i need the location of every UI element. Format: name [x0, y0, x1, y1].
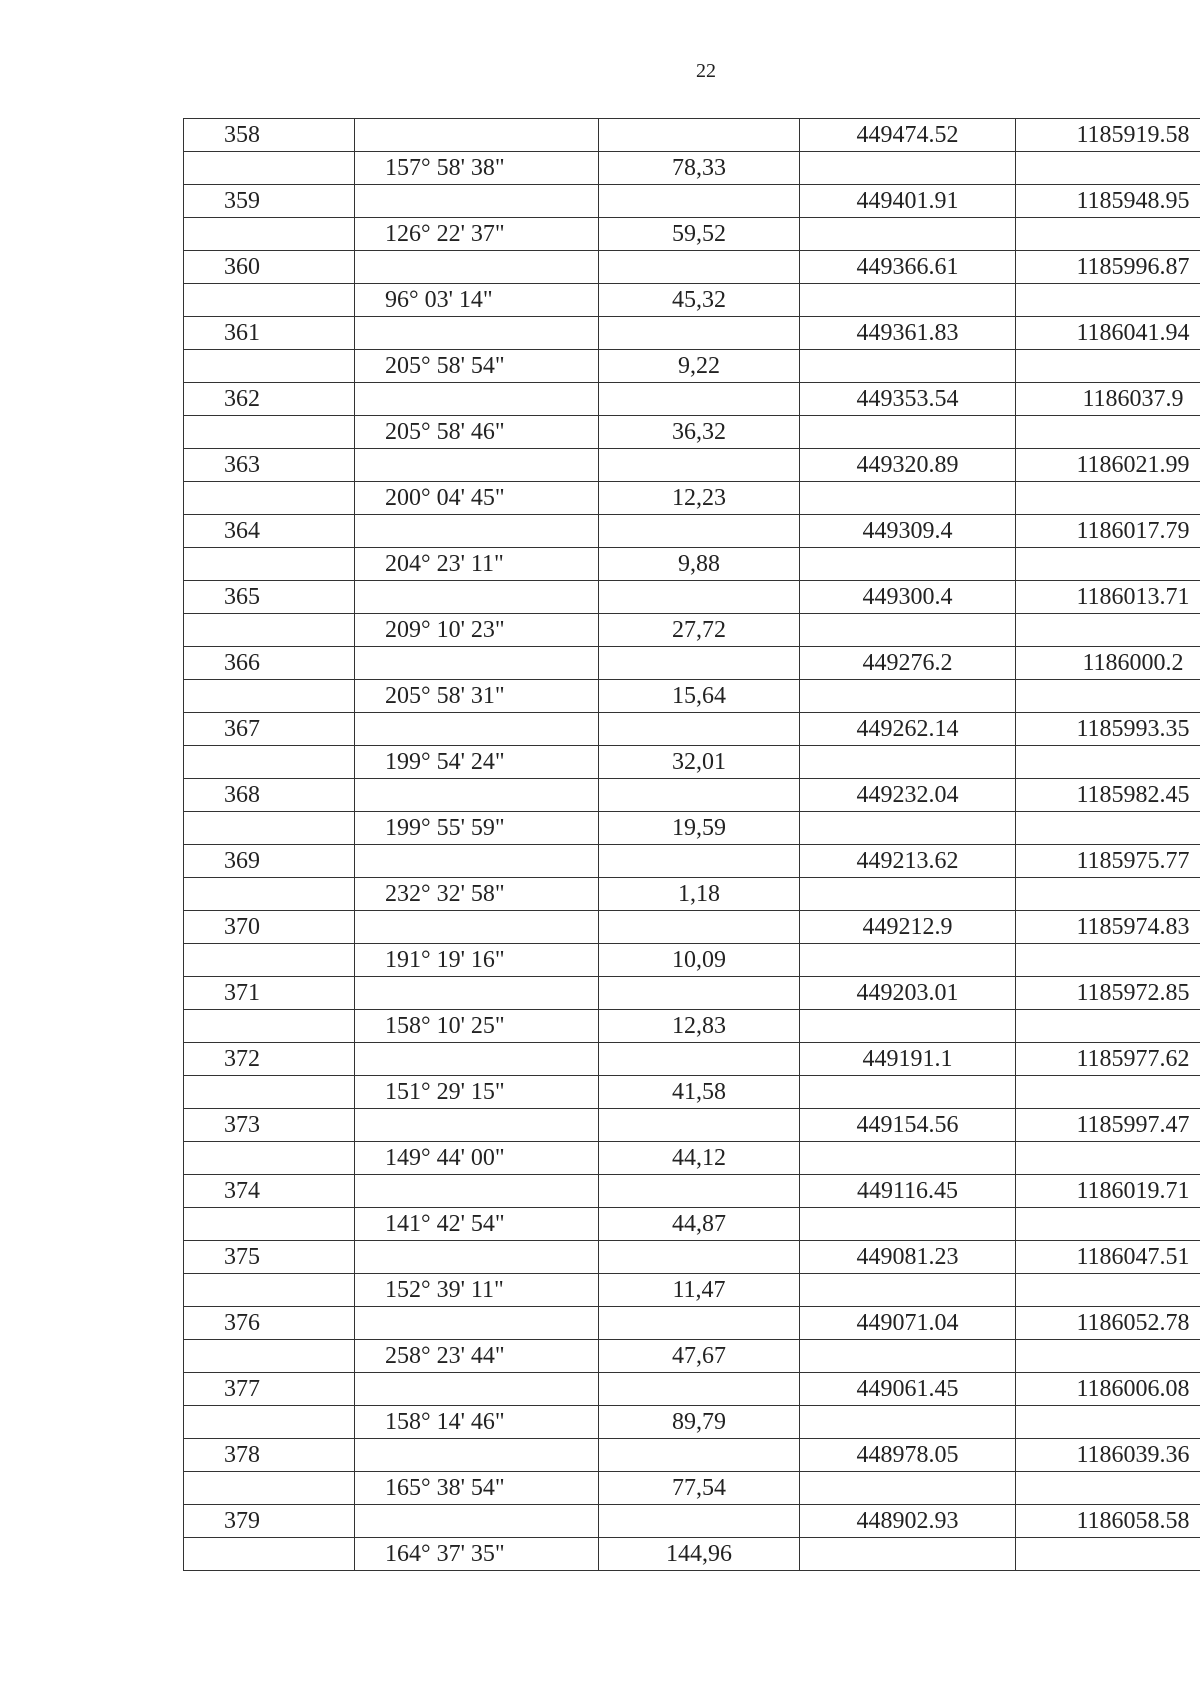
point-row	[184, 845, 1200, 878]
y-coordinate: 1185977.62	[1016, 1043, 1200, 1076]
empty-cell	[800, 152, 1016, 185]
y-coordinate: 1186039.36	[1016, 1439, 1200, 1472]
empty-cell	[355, 449, 599, 482]
empty-cell	[184, 416, 355, 449]
direction-angle: 149° 44' 00"	[355, 1142, 599, 1175]
empty-cell	[599, 1505, 800, 1538]
direction-angle: 204° 23' 11"	[355, 548, 599, 581]
empty-cell	[184, 1208, 355, 1241]
direction-angle: 232° 32' 58"	[355, 878, 599, 911]
empty-cell	[184, 812, 355, 845]
segment-length: 27,72	[599, 614, 800, 647]
point-number: 373	[184, 1109, 355, 1142]
segment-length: 89,79	[599, 1406, 800, 1439]
empty-cell	[599, 383, 800, 416]
direction-angle: 96° 03' 14"	[355, 284, 599, 317]
segment-length: 9,88	[599, 548, 800, 581]
empty-cell	[599, 1109, 800, 1142]
segment-row	[184, 1076, 1200, 1109]
x-coordinate: 449353.54	[800, 383, 1016, 416]
segment-row	[184, 1274, 1200, 1307]
empty-cell	[599, 713, 800, 746]
point-number: 364	[184, 515, 355, 548]
segment-row	[184, 218, 1200, 251]
empty-cell	[355, 251, 599, 284]
empty-cell	[599, 977, 800, 1010]
direction-angle: 152° 39' 11"	[355, 1274, 599, 1307]
empty-cell	[355, 581, 599, 614]
direction-angle: 258° 23' 44"	[355, 1340, 599, 1373]
empty-cell	[355, 1373, 599, 1406]
empty-cell	[1016, 1538, 1200, 1571]
segment-row	[184, 350, 1200, 383]
x-coordinate: 449309.4	[800, 515, 1016, 548]
empty-cell	[1016, 746, 1200, 779]
y-coordinate: 1186047.51	[1016, 1241, 1200, 1274]
segment-length: 144,96	[599, 1538, 800, 1571]
empty-cell	[599, 1307, 800, 1340]
point-number: 369	[184, 845, 355, 878]
empty-cell	[800, 1340, 1016, 1373]
point-row	[184, 1109, 1200, 1142]
y-coordinate: 1186006.08	[1016, 1373, 1200, 1406]
x-coordinate: 449232.04	[800, 779, 1016, 812]
x-coordinate: 449474.52	[800, 119, 1016, 152]
point-row	[184, 383, 1200, 416]
empty-cell	[800, 1274, 1016, 1307]
empty-cell	[800, 1142, 1016, 1175]
segment-length: 36,32	[599, 416, 800, 449]
segment-length: 12,23	[599, 482, 800, 515]
direction-angle: 205° 58' 31"	[355, 680, 599, 713]
empty-cell	[1016, 218, 1200, 251]
empty-cell	[800, 614, 1016, 647]
coordinates-table-body	[184, 119, 1200, 1571]
x-coordinate: 449300.4	[800, 581, 1016, 614]
point-number: 360	[184, 251, 355, 284]
point-number: 371	[184, 977, 355, 1010]
empty-cell	[1016, 1274, 1200, 1307]
direction-angle: 158° 10' 25"	[355, 1010, 599, 1043]
empty-cell	[184, 1010, 355, 1043]
y-coordinate: 1185974.83	[1016, 911, 1200, 944]
point-number: 359	[184, 185, 355, 218]
segment-row	[184, 614, 1200, 647]
empty-cell	[184, 746, 355, 779]
empty-cell	[800, 350, 1016, 383]
empty-cell	[355, 1241, 599, 1274]
direction-angle: 164° 37' 35"	[355, 1538, 599, 1571]
point-row	[184, 1505, 1200, 1538]
point-row	[184, 449, 1200, 482]
empty-cell	[1016, 878, 1200, 911]
empty-cell	[800, 812, 1016, 845]
x-coordinate: 449191.1	[800, 1043, 1016, 1076]
empty-cell	[1016, 812, 1200, 845]
segment-row	[184, 1538, 1200, 1571]
empty-cell	[1016, 614, 1200, 647]
point-number: 368	[184, 779, 355, 812]
segment-length: 47,67	[599, 1340, 800, 1373]
empty-cell	[800, 416, 1016, 449]
point-number: 363	[184, 449, 355, 482]
empty-cell	[184, 1538, 355, 1571]
empty-cell	[355, 185, 599, 218]
point-row	[184, 911, 1200, 944]
segment-length: 59,52	[599, 218, 800, 251]
empty-cell	[800, 1472, 1016, 1505]
empty-cell	[184, 548, 355, 581]
direction-angle: 126° 22' 37"	[355, 218, 599, 251]
empty-cell	[184, 284, 355, 317]
y-coordinate: 1185996.87	[1016, 251, 1200, 284]
empty-cell	[800, 548, 1016, 581]
empty-cell	[355, 1439, 599, 1472]
empty-cell	[1016, 1340, 1200, 1373]
x-coordinate: 449081.23	[800, 1241, 1016, 1274]
point-row	[184, 1307, 1200, 1340]
point-number: 374	[184, 1175, 355, 1208]
empty-cell	[599, 251, 800, 284]
direction-angle: 191° 19' 16"	[355, 944, 599, 977]
segment-length: 41,58	[599, 1076, 800, 1109]
empty-cell	[1016, 482, 1200, 515]
segment-row	[184, 944, 1200, 977]
segment-length: 44,87	[599, 1208, 800, 1241]
empty-cell	[1016, 548, 1200, 581]
empty-cell	[800, 482, 1016, 515]
point-row	[184, 119, 1200, 152]
empty-cell	[355, 119, 599, 152]
point-number: 377	[184, 1373, 355, 1406]
empty-cell	[599, 911, 800, 944]
segment-row	[184, 152, 1200, 185]
segment-length: 44,12	[599, 1142, 800, 1175]
empty-cell	[599, 317, 800, 350]
empty-cell	[599, 1175, 800, 1208]
empty-cell	[355, 1109, 599, 1142]
y-coordinate: 1186037.9	[1016, 383, 1200, 416]
point-row	[184, 1439, 1200, 1472]
empty-cell	[800, 878, 1016, 911]
point-row	[184, 317, 1200, 350]
empty-cell	[800, 1538, 1016, 1571]
y-coordinate: 1185919.58	[1016, 119, 1200, 152]
empty-cell	[184, 218, 355, 251]
empty-cell	[1016, 350, 1200, 383]
segment-length: 78,33	[599, 152, 800, 185]
segment-length: 10,09	[599, 944, 800, 977]
empty-cell	[184, 1406, 355, 1439]
segment-row	[184, 1208, 1200, 1241]
empty-cell	[355, 647, 599, 680]
segment-length: 12,83	[599, 1010, 800, 1043]
x-coordinate: 449061.45	[800, 1373, 1016, 1406]
segment-length: 1,18	[599, 878, 800, 911]
direction-angle: 200° 04' 45"	[355, 482, 599, 515]
x-coordinate: 449366.61	[800, 251, 1016, 284]
x-coordinate: 449401.91	[800, 185, 1016, 218]
point-row	[184, 713, 1200, 746]
empty-cell	[1016, 416, 1200, 449]
segment-row	[184, 680, 1200, 713]
empty-cell	[599, 1439, 800, 1472]
page-number: 22	[696, 60, 716, 82]
segment-row	[184, 482, 1200, 515]
empty-cell	[355, 713, 599, 746]
point-number: 365	[184, 581, 355, 614]
segment-length: 32,01	[599, 746, 800, 779]
empty-cell	[599, 581, 800, 614]
empty-cell	[184, 482, 355, 515]
direction-angle: 158° 14' 46"	[355, 1406, 599, 1439]
segment-row	[184, 1010, 1200, 1043]
direction-angle: 157° 58' 38"	[355, 152, 599, 185]
segment-row	[184, 1472, 1200, 1505]
y-coordinate: 1185993.35	[1016, 713, 1200, 746]
point-number: 378	[184, 1439, 355, 1472]
point-number: 361	[184, 317, 355, 350]
empty-cell	[184, 1340, 355, 1373]
point-number: 366	[184, 647, 355, 680]
x-coordinate: 449320.89	[800, 449, 1016, 482]
empty-cell	[1016, 1208, 1200, 1241]
segment-length: 19,59	[599, 812, 800, 845]
empty-cell	[800, 746, 1016, 779]
empty-cell	[355, 1043, 599, 1076]
y-coordinate: 1186041.94	[1016, 317, 1200, 350]
empty-cell	[1016, 152, 1200, 185]
empty-cell	[1016, 944, 1200, 977]
segment-row	[184, 548, 1200, 581]
direction-angle: 205° 58' 46"	[355, 416, 599, 449]
y-coordinate: 1186013.71	[1016, 581, 1200, 614]
empty-cell	[355, 911, 599, 944]
y-coordinate: 1186017.79	[1016, 515, 1200, 548]
empty-cell	[184, 614, 355, 647]
x-coordinate: 448902.93	[800, 1505, 1016, 1538]
empty-cell	[355, 845, 599, 878]
empty-cell	[599, 449, 800, 482]
empty-cell	[800, 1208, 1016, 1241]
empty-cell	[599, 185, 800, 218]
direction-angle: 209° 10' 23"	[355, 614, 599, 647]
x-coordinate: 449203.01	[800, 977, 1016, 1010]
direction-angle: 199° 54' 24"	[355, 746, 599, 779]
empty-cell	[184, 680, 355, 713]
segment-row	[184, 1142, 1200, 1175]
empty-cell	[599, 119, 800, 152]
empty-cell	[800, 218, 1016, 251]
point-row	[184, 185, 1200, 218]
y-coordinate: 1185948.95	[1016, 185, 1200, 218]
empty-cell	[599, 1043, 800, 1076]
empty-cell	[184, 878, 355, 911]
x-coordinate: 449212.9	[800, 911, 1016, 944]
y-coordinate: 1185982.45	[1016, 779, 1200, 812]
direction-angle: 165° 38' 54"	[355, 1472, 599, 1505]
point-number: 372	[184, 1043, 355, 1076]
point-row	[184, 581, 1200, 614]
y-coordinate: 1186019.71	[1016, 1175, 1200, 1208]
empty-cell	[184, 350, 355, 383]
empty-cell	[1016, 680, 1200, 713]
empty-cell	[800, 284, 1016, 317]
empty-cell	[1016, 1010, 1200, 1043]
empty-cell	[184, 1142, 355, 1175]
empty-cell	[355, 317, 599, 350]
x-coordinate: 449071.04	[800, 1307, 1016, 1340]
empty-cell	[1016, 1472, 1200, 1505]
segment-row	[184, 416, 1200, 449]
point-row	[184, 515, 1200, 548]
empty-cell	[800, 1076, 1016, 1109]
empty-cell	[1016, 1142, 1200, 1175]
segment-row	[184, 1340, 1200, 1373]
empty-cell	[355, 1175, 599, 1208]
empty-cell	[599, 845, 800, 878]
y-coordinate: 1186021.99	[1016, 449, 1200, 482]
segment-row	[184, 746, 1200, 779]
empty-cell	[355, 1307, 599, 1340]
segment-length: 11,47	[599, 1274, 800, 1307]
empty-cell	[800, 680, 1016, 713]
segment-length: 15,64	[599, 680, 800, 713]
empty-cell	[184, 1076, 355, 1109]
empty-cell	[355, 515, 599, 548]
empty-cell	[184, 1472, 355, 1505]
empty-cell	[355, 383, 599, 416]
empty-cell	[184, 944, 355, 977]
empty-cell	[1016, 284, 1200, 317]
x-coordinate: 449116.45	[800, 1175, 1016, 1208]
x-coordinate: 449262.14	[800, 713, 1016, 746]
point-row	[184, 1175, 1200, 1208]
empty-cell	[599, 515, 800, 548]
point-row	[184, 977, 1200, 1010]
point-row	[184, 1373, 1200, 1406]
y-coordinate: 1186052.78	[1016, 1307, 1200, 1340]
coordinates-table	[183, 118, 1200, 1571]
empty-cell	[1016, 1076, 1200, 1109]
segment-row	[184, 1406, 1200, 1439]
x-coordinate: 449154.56	[800, 1109, 1016, 1142]
segment-row	[184, 284, 1200, 317]
point-number: 358	[184, 119, 355, 152]
point-row	[184, 251, 1200, 284]
point-number: 370	[184, 911, 355, 944]
x-coordinate: 449276.2	[800, 647, 1016, 680]
x-coordinate: 448978.05	[800, 1439, 1016, 1472]
point-number: 362	[184, 383, 355, 416]
y-coordinate: 1186000.2	[1016, 647, 1200, 680]
point-row	[184, 1241, 1200, 1274]
segment-length: 77,54	[599, 1472, 800, 1505]
segment-row	[184, 812, 1200, 845]
point-number: 376	[184, 1307, 355, 1340]
y-coordinate: 1185975.77	[1016, 845, 1200, 878]
empty-cell	[599, 779, 800, 812]
empty-cell	[184, 152, 355, 185]
empty-cell	[800, 1406, 1016, 1439]
segment-length: 9,22	[599, 350, 800, 383]
point-row	[184, 779, 1200, 812]
empty-cell	[599, 647, 800, 680]
point-number: 367	[184, 713, 355, 746]
segment-length: 45,32	[599, 284, 800, 317]
empty-cell	[355, 977, 599, 1010]
empty-cell	[800, 944, 1016, 977]
x-coordinate: 449213.62	[800, 845, 1016, 878]
segment-row	[184, 878, 1200, 911]
point-number: 375	[184, 1241, 355, 1274]
x-coordinate: 449361.83	[800, 317, 1016, 350]
direction-angle: 151° 29' 15"	[355, 1076, 599, 1109]
empty-cell	[355, 1505, 599, 1538]
empty-cell	[184, 1274, 355, 1307]
direction-angle: 141° 42' 54"	[355, 1208, 599, 1241]
y-coordinate: 1185972.85	[1016, 977, 1200, 1010]
empty-cell	[800, 1010, 1016, 1043]
point-row	[184, 647, 1200, 680]
direction-angle: 199° 55' 59"	[355, 812, 599, 845]
point-number: 379	[184, 1505, 355, 1538]
y-coordinate: 1185997.47	[1016, 1109, 1200, 1142]
empty-cell	[1016, 1406, 1200, 1439]
empty-cell	[355, 779, 599, 812]
empty-cell	[599, 1241, 800, 1274]
empty-cell	[599, 1373, 800, 1406]
direction-angle: 205° 58' 54"	[355, 350, 599, 383]
point-row	[184, 1043, 1200, 1076]
y-coordinate: 1186058.58	[1016, 1505, 1200, 1538]
